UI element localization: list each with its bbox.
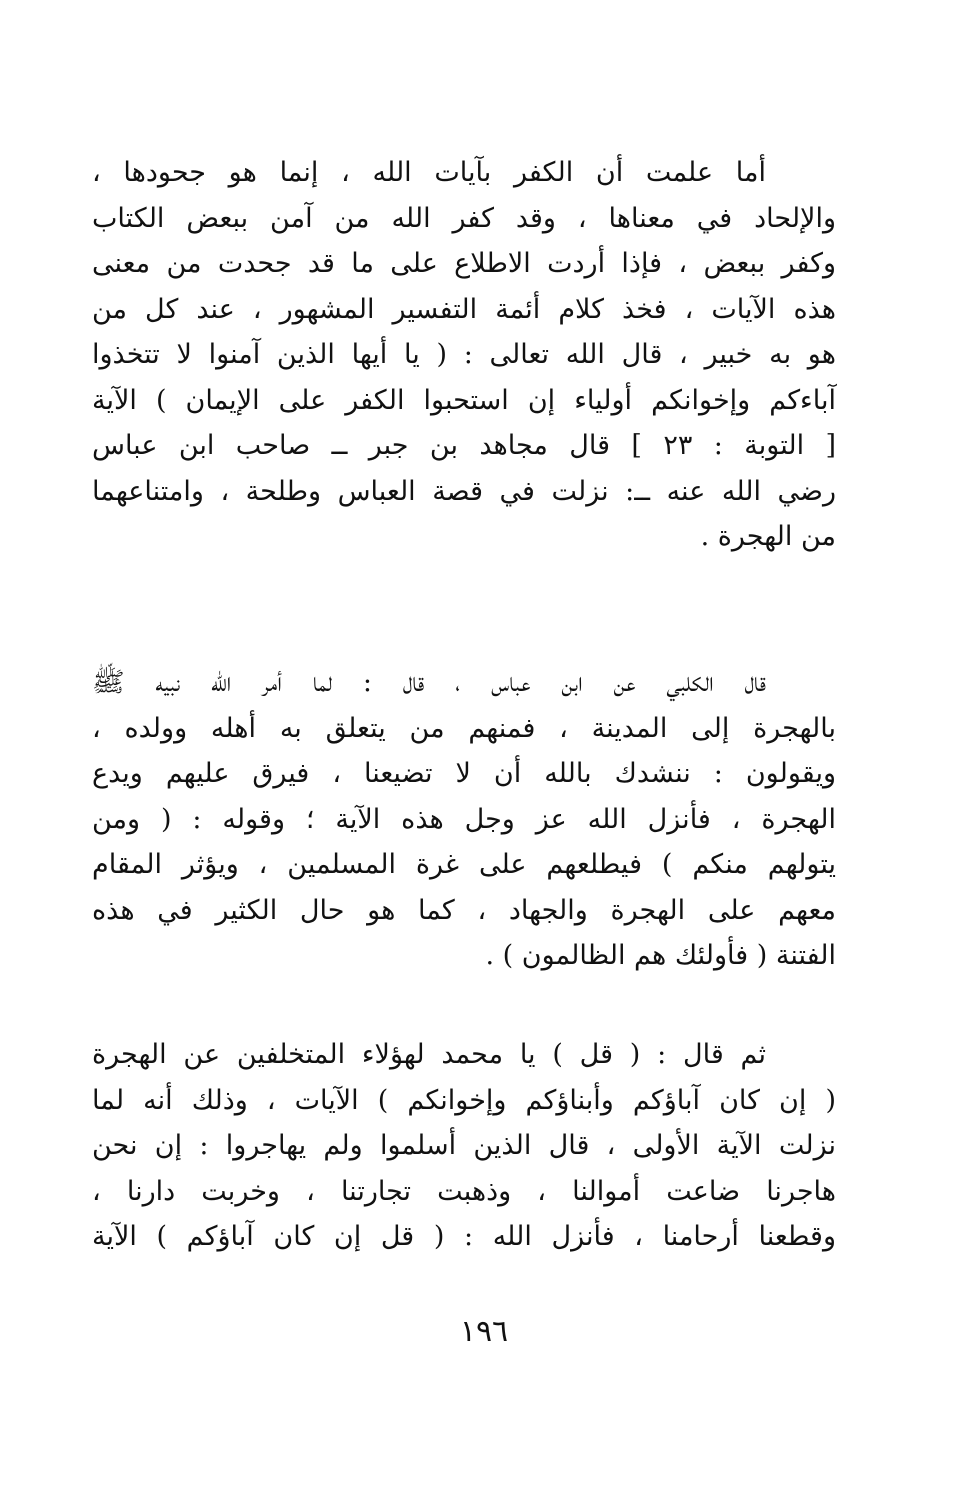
text-line: قال الكلبي عن ابن عباس ، قال : لما أمر الله نبيه ﷺ: [92, 667, 766, 698]
text-line: يتولهم منكم ) فيطلعهم على غرة المسلمين ، ويؤثر المقام: [92, 849, 836, 880]
text-line: ويقولون : ننشدك بالله أن لا تضيعنا ، فيرق عليهم ويدع: [92, 758, 836, 789]
paragraph-3: [92, 1032, 836, 1260]
text-line: رضي الله عنه ــ: نزلت في قصة العباس وطلحة ، وامتناعهما: [92, 475, 836, 507]
text-line: بالهجرة إلى المدينة ، فمنهم من يتعلق به أهله وولده ،: [92, 712, 836, 744]
text-line: أما علمت أن الكفر بآيات الله ، إنما هو جحودها ،: [92, 157, 766, 188]
text-line: هاجرنا ضاعت أموالنا ، وذهبت تجارتنا ، وخربت دارنا ،: [92, 1175, 836, 1207]
text-line: وقطعنا أرحامنا ، فأنزل الله : ( قل إن كان آباؤكم ) الآية: [92, 1221, 836, 1252]
text-line: [ التوبة : ٢٣ ] قال مجاهد بن جبر ــ صاحب ابن عباس: [92, 430, 837, 461]
text-line: من الهجرة .: [700, 521, 836, 552]
text-line: الهجرة ، فأنزل الله عز وجل هذه الآية ؛ وقوله : ( ومن: [92, 803, 836, 835]
text-line: آباءكم وإخوانكم أولياء إن استحبوا الكفر على الإيمان ) الآية: [92, 384, 836, 416]
paragraph-2: [92, 660, 836, 979]
text-line: هذه الآيات ، فخذ كلام أئمة التفسير المشهور ، عند كل من: [92, 293, 836, 325]
text-line: ثم قال : ( قل ) يا محمد لهؤلاء المتخلفين عن الهجرة: [92, 1039, 766, 1070]
text-line: ( إن كان آباؤكم وأبناؤكم وإخوانكم ) الآيات ، وذلك أنه لما: [92, 1084, 836, 1116]
text-line: والإلحاد في معناها ، وقد كفر الله من آمن ببعض الكتاب: [92, 202, 836, 234]
text-line: نزلت الآية الأولى ، قال الذين أسلموا ولم يهاجروا : إن نحن: [92, 1130, 836, 1161]
page-number: ١٩٦: [459, 1314, 509, 1349]
text-line: الفتنة ( فأولئك هم الظالمون ) .: [485, 940, 836, 971]
paragraph-1: [92, 150, 836, 560]
text-line: معهم على الهجرة والجهاد ، كما هو حال الكثير في هذه: [92, 894, 836, 926]
text-line: هو به خبير ، قال الله تعالى : ( يا أيها الذين آمنوا لا تتخذوا: [92, 339, 836, 370]
text-line: وكفر ببعض ، فإذا أردت الاطلاع على ما قد جحدت من معنى: [92, 248, 836, 279]
